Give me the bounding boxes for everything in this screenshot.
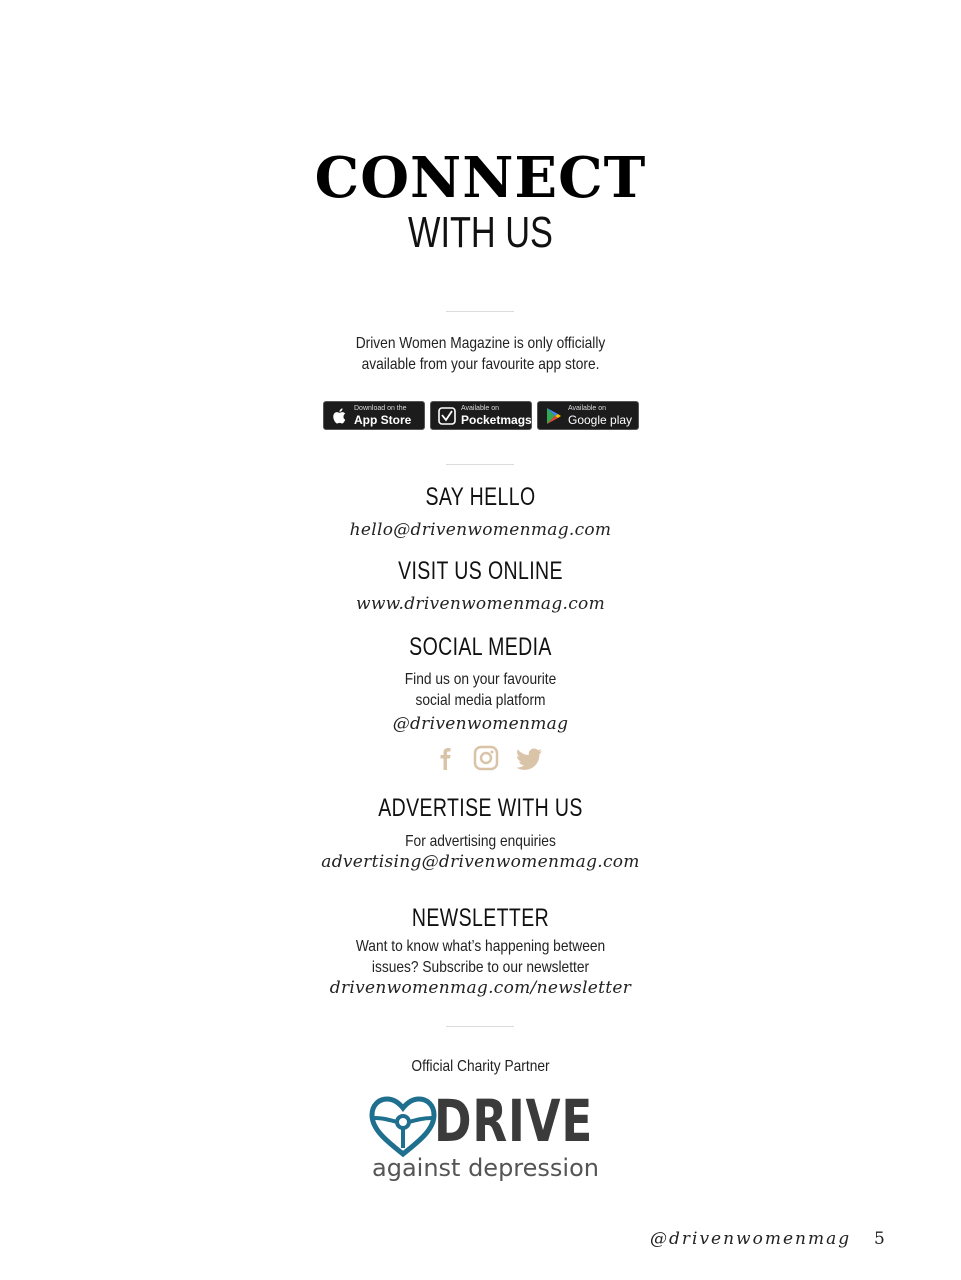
drive-logo-tagline: against depression <box>372 1154 599 1182</box>
visit-online-heading: VISIT US ONLINE <box>398 557 563 585</box>
heart-steering-wheel-icon <box>368 1096 438 1158</box>
instagram-icon[interactable] <box>473 744 499 772</box>
page-number: 5 <box>874 1229 885 1249</box>
badge-small-text: Available on <box>461 405 500 412</box>
apple-icon <box>330 406 350 426</box>
charity-label: Official Charity Partner <box>411 1058 550 1075</box>
newsletter-line-1: Want to know what’s happening between <box>355 938 606 955</box>
title-with-us: WITH US <box>408 208 553 257</box>
badge-big-text: Pocketmags <box>461 413 532 427</box>
badge-big-text: Google play <box>568 413 633 427</box>
advertise-line-1: For advertising enquiries <box>405 833 556 850</box>
footer-handle: @drivenwomenmag <box>650 1229 852 1249</box>
social-icons <box>430 744 540 774</box>
drive-against-depression-logo <box>368 1087 599 1184</box>
title-connect: CONNECT <box>314 145 647 211</box>
pocketmags-icon <box>437 406 457 426</box>
newsletter-link[interactable]: drivenwomenmag.com/newsletter <box>329 978 632 998</box>
facebook-icon[interactable] <box>436 744 454 772</box>
divider <box>446 311 514 312</box>
badge-small-text: Available on <box>568 405 607 412</box>
intro-line-2: available from your favourite app store. <box>361 356 600 373</box>
website-link[interactable]: www.drivenwomenmag.com <box>355 594 606 614</box>
badge-small-text: Download on the <box>354 405 407 412</box>
badge-big-text: App Store <box>354 413 412 427</box>
divider <box>446 1026 514 1027</box>
hello-email-link[interactable]: hello@drivenwomenmag.com <box>349 520 612 540</box>
social-media-heading: SOCIAL MEDIA <box>409 633 552 661</box>
pocketmags-badge[interactable] <box>430 401 532 430</box>
social-handle: @drivenwomenmag <box>392 714 569 734</box>
social-line-1: Find us on your favourite <box>404 671 557 688</box>
advertising-email-link[interactable]: advertising@drivenwomenmag.com <box>321 852 640 872</box>
advertise-heading: ADVERTISE WITH US <box>378 794 583 822</box>
google-play-icon <box>544 406 564 426</box>
say-hello-heading: SAY HELLO <box>425 483 536 511</box>
app-store-badge[interactable] <box>323 401 425 430</box>
newsletter-line-2: issues? Subscribe to our newsletter <box>371 959 590 976</box>
google-play-badge[interactable] <box>537 401 639 430</box>
divider <box>446 464 514 465</box>
app-store-badges <box>323 401 639 431</box>
drive-logo-word: DRIVE <box>434 1087 594 1155</box>
intro-line-1: Driven Women Magazine is only officially <box>355 335 606 352</box>
social-line-2: social media platform <box>415 692 546 709</box>
newsletter-heading: NEWSLETTER <box>411 904 550 932</box>
twitter-icon[interactable] <box>516 744 544 772</box>
